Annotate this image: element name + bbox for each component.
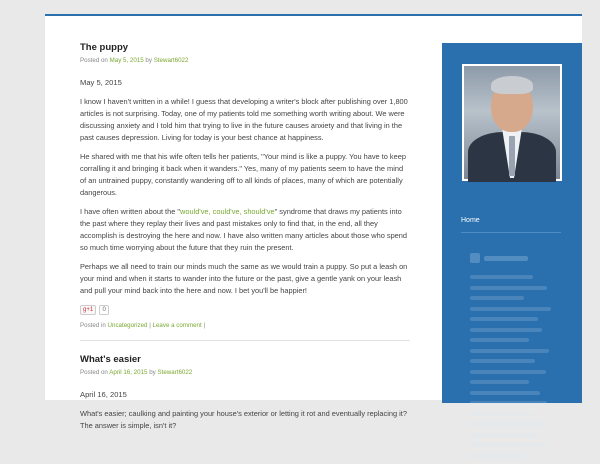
google-plus-button[interactable]: g+1 <box>80 305 96 315</box>
sidebar-faded-list <box>470 275 560 464</box>
post-paragraph: I know I haven't written in a while! I guess that developing a writer's block after publishing over 1,800 articles is not surprising. Today, one of my patients told me something worth writing about. We were discussing anxiety and I told him that trying to live in the future causes anxiety and that living in the past causes depression. Living for today is your best chance at happiness. <box>80 97 408 142</box>
post-date-text: May 5, 2015 <box>80 78 122 87</box>
post-paragraph: What's easier; caulking and painting your house's exterior or letting it rot and eventually replacing it? The answer is simple, isn't it? <box>80 409 407 430</box>
author-photo <box>462 64 562 181</box>
post-paragraph <box>80 206 410 254</box>
meta-prefix: Posted on <box>80 369 108 376</box>
post-date-link[interactable]: May 5, 2015 <box>109 57 144 64</box>
syndrome-link[interactable]: would've, could've, should've <box>180 207 275 216</box>
category-link[interactable]: Uncategorized <box>107 322 148 329</box>
sidebar-item-home[interactable]: Home <box>461 217 480 224</box>
sidebar-widget-title <box>470 253 528 263</box>
page-container <box>45 14 582 430</box>
footer-separator: | <box>203 322 206 329</box>
post-divider <box>80 340 410 341</box>
footer-prefix: Posted in <box>80 322 106 329</box>
sidebar-nav <box>461 215 561 227</box>
post-meta <box>80 368 410 378</box>
widget-title-faded <box>484 256 528 261</box>
post-title[interactable]: The puppy <box>80 42 129 53</box>
post-title[interactable]: What's easier <box>80 354 141 365</box>
author-link[interactable]: Stewart6022 <box>153 57 189 64</box>
paragraph-text: " syndrome that draws my patients into the past where they replay their lives and past mistakes only to find that, in the end, all they accomplish is destroying the here and now. I have also written many articles about those who spend so much time worrying about the future that they ruin the present. <box>80 207 408 252</box>
sidebar-divider <box>461 232 561 233</box>
google-plus-count: 0 <box>99 305 109 315</box>
author-photo-icon <box>464 66 560 179</box>
main-content <box>80 42 410 432</box>
leave-comment-link[interactable]: Leave a comment <box>152 322 202 329</box>
meta-prefix: Posted on <box>80 57 108 64</box>
post-paragraph: Perhaps we all need to train our minds much the same as we would train a puppy. So put a leash on your mind and when it starts to wander into the future or the past, give a gentle yank on your leash and pull your mind back into the here and now. I bet you'll be happier! <box>80 262 408 295</box>
paragraph-text: I have often written about the " <box>80 207 180 216</box>
photo-tie <box>509 136 515 176</box>
share-bar <box>80 305 410 315</box>
author-link[interactable]: Stewart6022 <box>157 369 193 376</box>
post-footer <box>80 321 410 331</box>
post-paragraph: He shared with me that his wife often tells her patients, "Your mind is like a puppy. You have to keep corralling it and bringing it back when it wanders." Yes, many of my patients seem to have the mind of an untrained puppy, constantly wandering off to all kinds of places, many of which are potentially dangerous. <box>80 152 406 197</box>
meta-by: by <box>145 57 152 64</box>
photo-hair <box>491 76 533 94</box>
post-the-puppy <box>80 42 410 331</box>
widget-icon <box>470 253 480 263</box>
post-date-text: April 16, 2015 <box>80 390 127 399</box>
post-whats-easier <box>80 354 410 432</box>
footer-separator: | <box>149 322 151 329</box>
post-meta <box>80 56 410 66</box>
meta-by: by <box>149 369 156 376</box>
sidebar <box>442 43 582 403</box>
post-date-link[interactable]: April 16, 2015 <box>109 369 148 376</box>
